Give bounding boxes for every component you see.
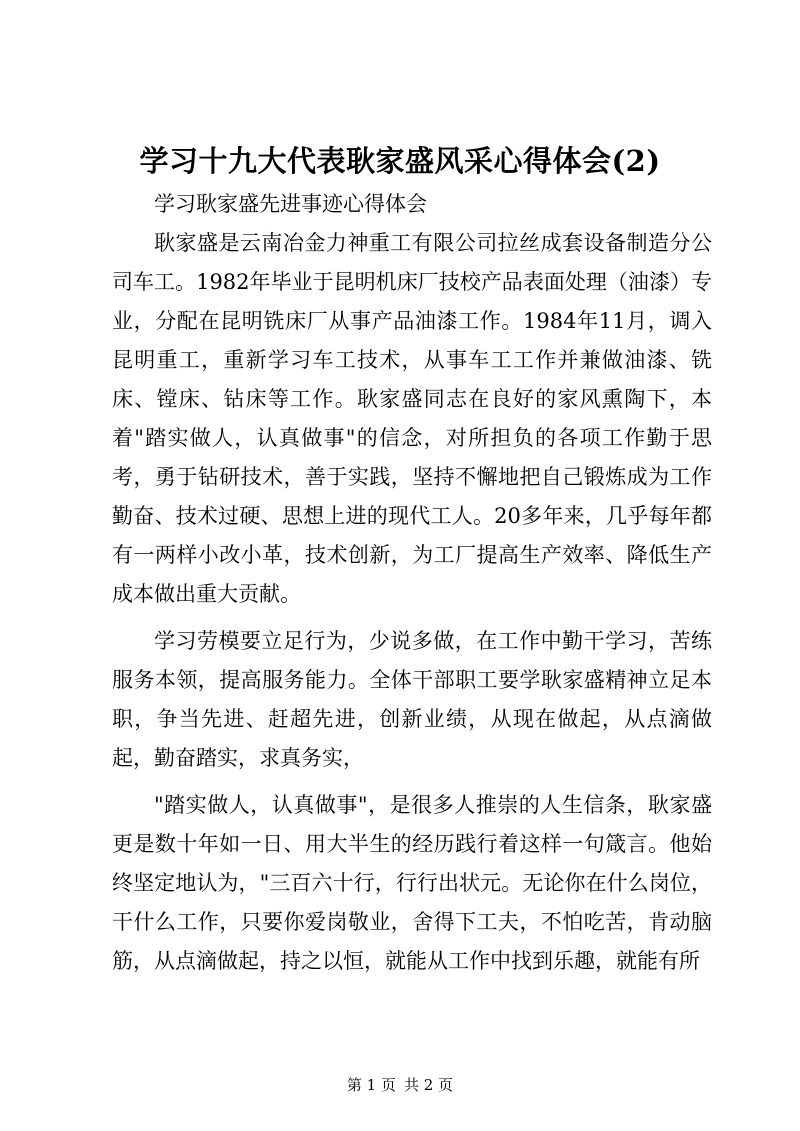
page-total: 共 2 页 xyxy=(404,1076,454,1094)
subtitle-paragraph: 学习耿家盛先进事迹心得体会 xyxy=(154,192,427,216)
document-body xyxy=(112,185,712,981)
body-paragraph-3: "踏实做人，认真做事"，是很多人推崇的人生信条，耿家盛更是数十年如一日、用大半生的经历践行着这样一句箴言。他始终坚定地认为，"三百六十行，行行出状元。无论你在什么岗位，干什么工作，只要你爱岗敬业，舍得下工夫，不怕吃苦，肯动脑筋，从点滴做起，持之以恒，就能从工作中找到乐趣，就能有所 xyxy=(112,793,712,973)
body-paragraph-2: 学习劳模要立足行为，少说多做，在工作中勤干学习，苦练服务本领，提高服务能力。全体干部职工要学耿家盛精神立足本职，争当先进、赶超先进，创新业绩，从现在做起，从点滴做起，勤奋踏实，求真务实， xyxy=(112,629,712,770)
document-title: 学习十九大代表耿家盛风采心得体会(2) xyxy=(139,144,661,178)
page-footer xyxy=(0,1075,800,1095)
page-number: 第 1 页 xyxy=(346,1076,396,1094)
body-paragraph-1: 耿家盛是云南冶金力神重工有限公司拉丝成套设备制造分公司车工。1982年毕业于昆明机床厂技校产品表面处理（油漆）专业，分配在昆明铣床厂从事产品油漆工作。1984年11月，调入昆明重工，重新学习车工技术，从事车工工作并兼做油漆、铣床、镗床、钻床等工作。耿家盛同志在良好的家风熏陶下，本着"踏实做人，认真做事"的信念，对所担负的各项工作勤于思考，勇于钻研技术，善于实践，坚持不懈地把自己锻炼成为工作勤奋、技术过硬、思想上进的现代工人。20多年来，几乎每年都有一两样小改小革，技术创新，为工厂提高生产效率、降低生产成本做出重大贡献。 xyxy=(112,231,712,606)
